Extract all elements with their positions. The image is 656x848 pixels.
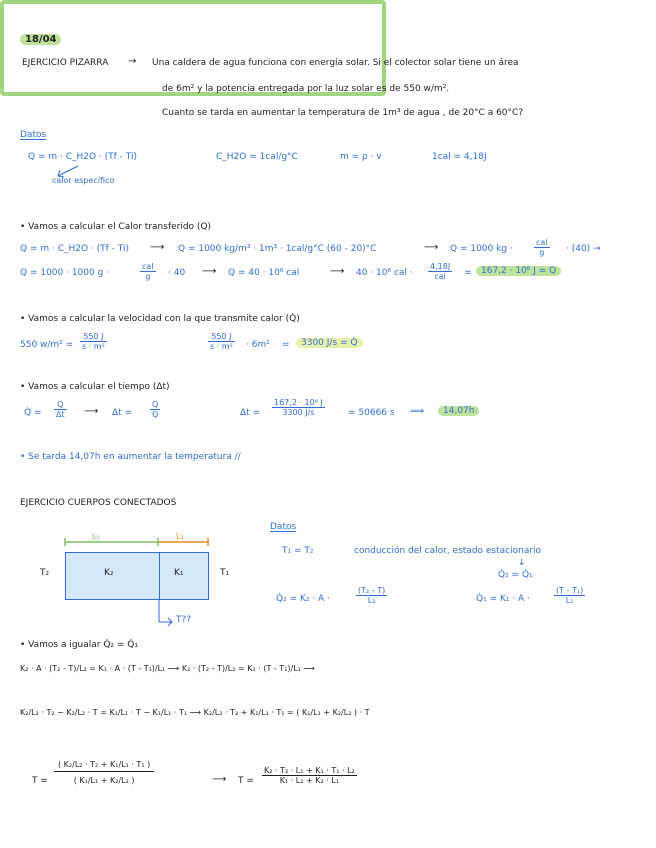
pizarra-line-3: Cuanto se tarda en aumentar la temperatura de 1m³ de agua , de 20°C a 60°C? xyxy=(162,108,524,118)
t-c-num: 167,2 · 10⁶ J xyxy=(274,398,323,407)
t-c-frac xyxy=(272,398,325,417)
l2-label: L₂ xyxy=(92,532,100,541)
igualar-line-1: K₂ · A · (T₂ - T)/L₂ = K₁ · A · (T - T₁)/L₁ ⟶ K₂ · (T₂ - T)/L₂ = K₁ · (T - T₁)/L₁ ⟶ xyxy=(20,664,315,673)
k1-block xyxy=(159,552,209,600)
qdot-equality: Q̇₂ = Q̇₁ xyxy=(498,570,533,580)
t1-label: T₁ xyxy=(220,568,230,578)
arrow-1-icon: ⟶ xyxy=(150,242,165,253)
down-arrow-icon: ↓ xyxy=(518,558,526,568)
calor-especifico-note: calor específico xyxy=(52,176,115,185)
section-qdot-eq-b-mid: · 6m² xyxy=(246,340,270,350)
section-t-eq-b: Δt = xyxy=(112,408,133,418)
section-q-result: 167,2 · 10⁶ J = Q xyxy=(476,266,561,276)
final-lhs: T = xyxy=(32,776,48,786)
qdot-a-num: 550 J xyxy=(80,332,107,342)
arrow-5-icon: ⟶ xyxy=(84,406,99,417)
eq2a-den: g xyxy=(145,272,151,281)
datos-title: Datos xyxy=(20,130,47,140)
q1-frac xyxy=(554,586,585,605)
section-q-eq2a: Q = 1000 · 1000 g · xyxy=(20,268,110,278)
pizarra-arrow: → xyxy=(128,56,137,67)
t-b-num: Q xyxy=(152,400,159,409)
date-badge: 18/04 xyxy=(20,34,61,45)
t-a-num: Q xyxy=(54,400,67,410)
igualar-title: • Vamos a igualar Q̇₂ = Q̇₁ xyxy=(20,640,138,650)
t-c-den: 3300 J/s xyxy=(282,408,315,417)
qdot-b-den: s · m² xyxy=(210,342,233,351)
eq1c-num: cal xyxy=(536,238,548,247)
datos-m: m = ρ · v xyxy=(340,152,382,162)
conduccion-note: conducción del calor, estado estacionario xyxy=(354,546,542,556)
section-q-eq1d: · (40) → xyxy=(566,244,601,254)
section-qdot-eq-b-eq: = xyxy=(282,340,290,350)
section-t-eq-c: Δt = xyxy=(240,408,261,418)
qdot-a-den: s · m² xyxy=(82,342,105,351)
t-a-den: Δt xyxy=(56,410,65,419)
final-rhs-num: K₂ · T₂ · L₁ + K₁ · T₁ · L₂ xyxy=(264,766,355,775)
final-rhs-frac xyxy=(262,766,357,785)
eq2-equals: = xyxy=(464,268,472,278)
q2-den: L₂ xyxy=(367,596,376,605)
k1-label: K₁ xyxy=(174,568,184,578)
t1-eq-t2: T₁ = T₂ xyxy=(282,546,314,556)
arrow-3-icon: ⟶ xyxy=(202,266,217,277)
qdot-a-frac xyxy=(80,332,107,351)
section-q-eq1c: Q = 1000 kg · xyxy=(450,244,513,254)
section-q-eq2d: 40 · 10⁶ cal · xyxy=(356,268,413,278)
l1-label: L₁ xyxy=(176,532,184,541)
t-b-frac xyxy=(150,400,160,419)
section-qdot-eq-a: 550 w/m² = xyxy=(20,340,74,350)
section-t-result: 14,07h xyxy=(438,406,479,416)
section-q-title: • Vamos a calcular el Calor transferido (Q) xyxy=(20,222,212,232)
final-arrow-icon: ⟶ xyxy=(212,774,227,785)
pizarra-line-2: de 6m² y la potencia entregada por la luz solar es de 550 w/m². xyxy=(162,84,450,94)
cuerpos-label: EJERCICIO CUERPOS CONECTADOS xyxy=(20,498,177,508)
eq2a-num: cal xyxy=(142,262,154,271)
section-t-title: • Vamos a calcular el tiempo (Δt) xyxy=(20,382,170,392)
eq1c-frac xyxy=(534,238,550,257)
final-den: ( K₁/L₁ + K₂/L₂ ) xyxy=(73,776,135,785)
section-q-eq1b: Q = 1000 kg/m³ · 1m³ · 1cal/g°C (60 - 20)°C xyxy=(178,244,377,254)
igualar-line-2: K₂/L₂ · T₂ − K₂/L₂ · T = K₁/L₁ · T − K₁/L₁ · T₁ ⟶ K₂/L₂ · T₂ + K₁/L₁ · T₁ = ( K₁/L₁ + K₂/L₂ ) · T xyxy=(20,708,370,717)
t-a-frac xyxy=(54,400,67,419)
t-b-den: Q̇ xyxy=(152,410,159,419)
eq1c-den: g xyxy=(539,248,545,257)
section-qdot-result: 3300 J/s = Q̇ xyxy=(296,338,363,348)
section-qdot-title: • Vamos a calcular la velocidad con la que transmite calor (Q̇) xyxy=(20,314,300,324)
final-result-box xyxy=(0,0,386,96)
pizarra-label: EJERCICIO PIZARRA xyxy=(22,58,109,68)
conclusion: • Se tarda 14,07h en aumentar la temperatura // xyxy=(20,452,241,462)
qdot-b-num: 550 J xyxy=(208,332,235,342)
implies-icon: ⟹ xyxy=(410,406,425,417)
t2-label: T₂ xyxy=(40,568,50,578)
datos-q-formula: Q = m · C_H2O · (Tf - Ti) xyxy=(28,152,138,162)
eq2d-num: 4,18J xyxy=(430,262,451,271)
section-q-eq1a: Q = m · C_H2O · (Tf - Ti) xyxy=(20,244,130,254)
eq2a-frac xyxy=(140,262,156,281)
t-unknown-label: T?? xyxy=(176,615,192,625)
q2-formula-pre: Q̇₂ = K₂ · A · xyxy=(276,594,330,604)
arrow-4-icon: ⟶ xyxy=(330,266,345,277)
datos2-title: Datos xyxy=(270,522,297,532)
q2-frac xyxy=(356,586,387,605)
final-rhs: T = xyxy=(238,776,254,786)
arrow-2-icon: ⟶ xyxy=(424,242,439,253)
qdot-b-frac xyxy=(208,332,235,351)
section-t-eq-c-eq: = 50666 s xyxy=(348,408,395,418)
k2-label: K₂ xyxy=(104,568,114,578)
pizarra-line-1: Una caldera de agua funciona con energía solar. Si el colector solar tiene un área xyxy=(152,58,519,68)
section-q-eq2c: Q = 40 · 10⁶ cal xyxy=(228,268,300,278)
q2-num: (T₂ - T) xyxy=(358,586,386,595)
section-q-eq2b: · 40 xyxy=(168,268,186,278)
eq2d-den: cal xyxy=(434,272,446,281)
datos-cal: 1cal = 4,18J xyxy=(432,152,487,162)
q1-den: L₁ xyxy=(565,596,574,605)
final-frac xyxy=(54,758,154,789)
datos-c-h2o: C_H2O = 1cal/g°C xyxy=(216,152,298,162)
final-num: ( K₂/L₂ · T₂ + K₁/L₁ · T₁ ) xyxy=(54,758,154,772)
q1-formula-pre: Q̇₁ = K₁ · A · xyxy=(476,594,530,604)
final-rhs-den: K₁ · L₂ + K₂ · L₁ xyxy=(279,776,339,785)
eq2d-frac xyxy=(428,262,452,281)
section-t-eq-a: Q̇ = xyxy=(24,408,42,418)
q1-num: (T - T₁) xyxy=(556,586,584,595)
